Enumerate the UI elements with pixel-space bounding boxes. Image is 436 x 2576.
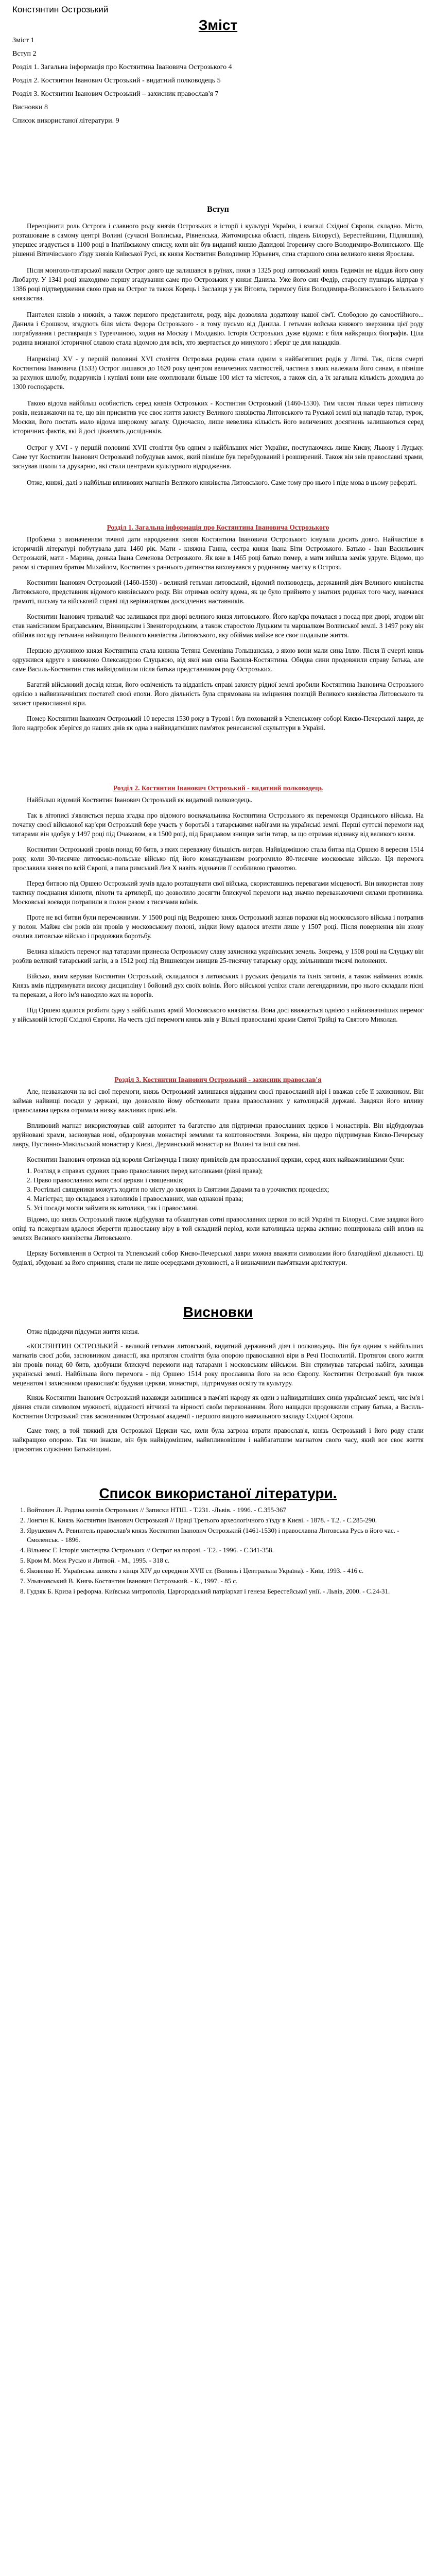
literature-item: 1. Войтович Л. Родина князів Острозьких // Записки НТШ. - Т.231. -Львів. - 1996. - С.355-367 bbox=[27, 1505, 424, 1515]
list-item: 2. Право православних мати свої церкви і священиків; bbox=[27, 1176, 184, 1184]
chapter3-paragraph: Але, незважаючи на всі свої перемоги, князь Острозький залишався відданим своєї православній вірі і вважав себе її захисником. Він займав найвищі посади у державі, що дозволяло йому обстоювати права православних у католицькій державі. Завдяки його впливу православна церква отримала низку важливих привілеїв. bbox=[12, 1088, 424, 1114]
toc-item[interactable]: Зміст 1 bbox=[12, 37, 34, 44]
list-item: 3. Ростільні священики можуть ходити по місту до хворих із Святими Дарами та в урочистих процесіях; bbox=[27, 1185, 329, 1193]
conclusions-paragraph: «КОСТЯНТИН ОСТРОЗЬКИЙ - великий гетьман литовський, видатний державний діяч і полководець. Він був одним з найбільших магнатів своєї доби, засновником династії, яка протягом століття була опорою православної віри в Речі Посполитій. Протягом свого життя він провів понад 60 битв, здобувши блискучі перемоги над татарами і московським військом. Він стримував татарські набіги, захищав українські землі. Найбільша його перемога - під Оршею 1514 року прославила його на всю Європу. Костянтин Острозький був також меценатом і захисником православ'я: будував церкви, монастирі, підтримував освіту та культуру. bbox=[12, 1342, 424, 1387]
chapter2-paragraph: Велика кількість перемог над татарами принесла Острозькому славу захисника українських земель. Зокрема, у 1508 році на Слуцьку він розбив великий татарський загін, а в 1512 році під Вишневцем знищив 25-тисячну татарську орду, звільнивши тисячі полонених. bbox=[12, 947, 424, 964]
chapter2-paragraph: Найбільш відомий Костянтин Іванович Острозький як видатний полководець. bbox=[27, 796, 253, 804]
toc-item[interactable]: Розділ 1. Загальна інформація про Костянтина Івановича Острозького 4 bbox=[12, 63, 232, 71]
toc-item[interactable]: Розділ 2. Костянтин Іванович Острозький - видатний полководець 5 bbox=[12, 77, 221, 84]
intro-paragraph: Переоцінити роль Острога і славного роду князів Острозьких в історії і культурі України, і взагалі Східної Європи, складно. Місто, розташоване в самому центрі Волині (сучасні Волинська, Рівненська, Житомирська області, південь Білорусі), Берестейщини, Підляшшя), упершеє згадується в 1100 році в Іпатіївському списку, коли він був виданий князю Давидові Ігоревичу свого Володимиро-Волинського. Ще рішенні Вітичівського з'їзду князів Київської Русі, як князя Костянтин Володимир Юрьевич, сина старшого сина великого князя Ярослава. bbox=[12, 222, 424, 258]
chapter1-paragraph: Помер Костянтин Іванович Острозький 10 вересня 1530 року в Турові і був похований в Успенському соборі Києво-Печерської лаври, де його надгробок зберігся до наших днів як одна з найвидатніших пам'яток ренесансної скульптури в Україні. bbox=[12, 715, 424, 732]
toc-item[interactable]: Розділ 3. Костянтин Іванович Острозький – захисник православ'я 7 bbox=[12, 90, 219, 98]
chapter1-heading: Розділ 1. Загальна інформація про Костянтина Івановича Острозького bbox=[107, 523, 329, 531]
literature-item: 8. Гудзяк Б. Криза і реформа. Київська митрополія, Царгородський патріархат і генеза Берестейської унії. - Львів, 2000. - С.24-31. bbox=[27, 1587, 424, 1596]
chapter2-paragraph: Перед битвою під Оршею Острозький зумів вдало розташувати свої війська, скориставшись перевагами місцевості. Він використав нову тактику поєднання кінноти, піхоти та артилерії, що дозволило досягти блискучої перемоги над значно переважаючими силами противника. Московські воєводи потрапили в полон разом з тисячами воїнів. bbox=[12, 879, 424, 906]
literature-item: 3. Ярушевич А. Ревнитель православ'я князь Костянтин Іванович Острозький (1461-1530) і православна Литовська Русь в його час. - Смоленськ. - 1896. bbox=[27, 1526, 424, 1545]
privileges-list bbox=[12, 1166, 424, 1213]
list-item: 5. Усі посади могли займати як католики, так і православні. bbox=[27, 1204, 199, 1212]
chapter3-paragraph: Костянтин Іванович отримав від короля Сигізмунда I низку привілеїв для православної церкви, серед яких найважливішими були: bbox=[27, 1156, 405, 1163]
toc-item[interactable]: Список використаної літератури. 9 bbox=[12, 117, 119, 125]
conclusions-paragraph: Князь Костянтин Іванович Острозький назавжди залишився в пам'яті народу як один з найвидатніших синів української землі, чиє ім'я і діяння стали символом мужності, відданості вітчизні та вірності своїм переконанням. Його нащадки продовжили справу батька, а Василь-Костянтин Острозький став засновником Острозької академії - першого вищого навчального закладу Східної Європи. bbox=[12, 1394, 424, 1420]
chapter2-paragraph: Військо, яким керував Костянтин Острозький, складалося з литовських і руських феодалів та їхніх загонів, а також найманих вояків. Князь вмів підтримувати високу дисципліну і бойовий дух своїх воїнів. Його військові успіхи стали легендарними, про нього складали пісні та перекази, а його ім'я наводило жах на ворогів. bbox=[12, 972, 424, 998]
chapter2-paragraph: Костянтин Острозький провів понад 60 битв, з яких переважну більшість виграв. Найвідомішою стала битва під Оршею 8 вересня 1514 року, коли 30-тисячне литовсько-польське військо під його командуванням розгромило 80-тисячне московське військо. Ця перемога прославила князя по всій Європі, а папа римський Лев X навіть відзначив її особливою грамотою. bbox=[12, 845, 424, 872]
chapter1-section bbox=[12, 535, 424, 733]
literature-heading: Список використаної літератури. bbox=[99, 1485, 337, 1501]
chapter1-paragraph: Багатий військовий досвід князя, його освіченість та відданість справі захисту рідної землі зробили Костянтина Івановича Острозького однією з найвизначніших постатей своєї епохи. Його діяльність була спрямована на зміцнення позицій Великого князівства Литовського та захист православної віри. bbox=[12, 681, 424, 707]
literature-item: 2. Лонгин К. Князь Костянтин Іванович Острозький // Праці Третього археологічного з'їзду в Києві. - 1878. - Т.2. - С.285-290. bbox=[27, 1516, 424, 1525]
chapter1-paragraph: Проблема з визначенням точної дати народження князя Костянтина Івановича Острозького існувала досить довго. Найчастіше в історичній літературі побутувала дата 1460 рік. Мати - княжна Ганна, сестра князя Івана Біти Острозького. Батько - Іван Васильович Острозький, мати - Марина, донька Івана Семенова Острозького. Як вже в 1465 році батько помер, а мати вийшла заміж удруге. Відомо, що разом зі старшим братом Михайлом, Костянтин з раннього дитинства виховувався у родинному маєтку в Острозі. bbox=[12, 535, 424, 571]
intro-paragraph: Отже, княжі, далі з найбільш впливових магнатів Великого князівства Литовського. Саме тому про нього і піде мова в цьому рефераті. bbox=[27, 479, 417, 486]
intro-paragraph: Після монголо-татарської навали Острог довго ще залишався в руїнах, поки в 1325 році литовський князь Гедимін не віддав його сину Любарту. У 1341 році знаходимо першу згадування саме про Острозьких у князя Данила. Уже його син Федір, старосту пушкарь відправ у 1386 році підтвердження свою прав на Острог та також Корець і Заславця у уж Вітовта, перемогу біля Володимира-Волинського і Бельзького князівства. bbox=[12, 266, 424, 302]
literature-item: 6. Яковенко Н. Українська шляхта з кінця XIV до середини XVII ст. (Волинь і Центральна Україна). - Київ, 1993. - 416 с. bbox=[27, 1566, 424, 1575]
list-item: 1. Розгляд в справах судових право православних перед католиками (рівні права); bbox=[27, 1167, 263, 1175]
chapter2-heading: Розділ 2. Костянтин Іванович Острозький - видатний полководець bbox=[113, 784, 323, 792]
chapter1-paragraph: Костянтин Іванович тривалий час залишався при дворі великого князя литовського. Його кар'єра почалася з посад при дворі, згодом він став намісником Брацлавським, Вінницьким і Звенигородським, а також старостою Луцьким та маршалком Волинської землі. З 1497 року він обійняв посаду гетьмана найвищого Великого князівства Литовського, яку обіймав майже все своє подальше життя. bbox=[12, 613, 424, 639]
intro-heading: Вступ bbox=[207, 205, 229, 214]
literature-list bbox=[12, 1505, 424, 1596]
conclusions-section bbox=[12, 1327, 424, 1454]
intro-paragraph: Острог у XVI - у першій половині XVII століття був одним з найбільших міст України, поступаючись лише Києву, Львову і Луцьку. Саме тут Костянтин Іванович Острозький побудував замок, який пізніше був перебудований і розширений. Також він звів православні храми, заснував школи та друкарню, які стали центрами культурного відродження. bbox=[12, 444, 424, 470]
chapter1-paragraph: Першою дружиною князя Костянтина стала княжна Тетяна Семенівна Гольшанська, з якою вони мали сина Іллю. Після її смерті князь одружився вдруге з княжною Олександрою Слуцькою, від якої мав сина Василя-Костянтина. Обидва сини продовжили справу батька, але саме Василь-Костянтин став найвідомішим після батька представником роду Острозьких. bbox=[12, 647, 424, 673]
intro-section bbox=[12, 222, 424, 487]
intro-paragraph: Пантелен князів з нижніх, а також першого представителя, роду, віра дозволяла додаткову нашої сім'ї. Слободою до самостійного... Данила і Єрошком, згадують біля міста Федора Острозького - в тому пусьмо від Данила. І гетьман войська княжого зверхника цієї роду пограбування і реставрація з Туреччиною, ходив на Москву і Молдавію. Історія Острозьких дуже відома: є біля найкращих біографів. Ціла родина визнаної історичної славою стала відомою для всіх, хто звертається до минулого і зберіг це для нащадків. bbox=[12, 311, 424, 346]
chapter2-paragraph: Під Оршею вдалося розбити одну з найбільших армій Московського князівства. Вона досі вважається однією з найвизначніших перемог у військовій історії Східної Європи. На честь цієї перемоги князь звів у Вільні православні храми Святої Трійці та Святого Миколая. bbox=[12, 1006, 424, 1023]
chapter3-paragraph: Впливовий магнат використовував свій авторитет та багатство для підтримки православних церков і монастирів. Він відбудовував зруйновані храми, засновував нові, обдаровував монастирі землями та коштовностями. Зокрема, він щедро підтримував Києво-Печерську лавру, Пустинно-Микільський монастир у Києві, Дерманський монастир на Волині та інші святині. bbox=[12, 1122, 424, 1148]
chapter1-paragraph: Костянтин Іванович Острозький (1460-1530) - великий гетьман литовський, відомий полководець, державний діяч Великого князівства Литовського, представник відомого князівського роду. Він отримав освіту вдома, як це було прийнято у знатних родинах того часу, навчався грамоті, письму та військовій справі під керівництвом досвідчених наставників. bbox=[12, 579, 424, 605]
conclusions-paragraph: Отже підводячи підсумки життя князя. bbox=[27, 1328, 139, 1335]
toc-heading: Зміст bbox=[198, 17, 238, 33]
chapter2-paragraph: Так в літописі з'являється перша згадка про відомого воєначальника Костянтина Острозького як переможця Ординського війська. На початку своєї військової кар'єри Острозький бере участь у боротьбі з татарськими набігами на українські землі. Перші суттєві перемоги над татарами він здобув у 1497 році під Очаковом, а в 1500 році, під Брацлавом знищив загін татар, за що отримав відзнаку від великого князя. bbox=[12, 811, 424, 838]
table-of-contents bbox=[12, 34, 424, 128]
literature-item: 4. Вільнюс Г. Історія мистецтва Острозьких // Острог на порозі. - Т.2. - 1996. - С.341-358. bbox=[27, 1546, 424, 1555]
chapter2-paragraph: Проте не всі битви були переможними. У 1500 році під Ведрошею князь Острозький зазнав поразки від московського війська і потрапив у полон. Майже сім років він провів у московському полоні, звідки йому вдалося втекти лише у 1507 році. Після повернення він знову очолив литовське військо і продовжив боротьбу. bbox=[12, 913, 424, 940]
toc-item[interactable]: Вступ 2 bbox=[12, 50, 37, 58]
intro-paragraph: Наприкінці XV - у першій половині XVI століття Острозька родина стала одним з найбагатших родів у Литві. Так, після смерті Костянтина Івановича (1533) Острог лишався до 1620 року центром величезних маєтностей, частина з яких належала його синам, а пізніше за рахунок шлюбу, подарунків і купівлі вони вже охоплювали більше 100 міст та містечок, а також сіл, а їх загальна кількість доходила до 1300 господарств. bbox=[12, 355, 424, 391]
conclusions-paragraph: Саме тому, в той тяжкий для Острозької Церкви час, коли була загроза втрати православ'я, князь Острозький і його роду стали найкращою опорою. Так чи інакше, він був найвідомішим, найвпливовішим і найбагатшим магнатом свого часу, який все своє життя присвятив служінню Батьківщині. bbox=[12, 1427, 424, 1453]
conclusions-heading: Висновки bbox=[183, 1304, 253, 1320]
list-item: 4. Магістрат, що складався з католиків і православних, мав однакові права; bbox=[27, 1195, 243, 1202]
chapter3-paragraph: Церкву Богоявлення в Острозі та Успенський собор Києво-Печерської лаври можна вважати символами його благодійної діяльності. Ці будівлі, збудовані за його сприяння, стали не лише осередками духовності, а й визначними пам'ятками архітектури. bbox=[12, 1249, 424, 1266]
intro-paragraph: Такою відома найбільш особистість серед князів Острозьких - Костянтин Острозький (1460-1530). Тим часом тільки через півтисячу років, незважаючи на те, що він присвятив усе своє життя захисту Великого князівства Литовського та Руської землі від нападів татар, турок, Москви, його постать мало відома широкому загалу. Одночасно, лише невелика кількість його величезних досягнень залишаються серед історичних фактів, які й досі цікавлять дослідників. bbox=[12, 399, 424, 435]
toc-item[interactable]: Висновки 8 bbox=[12, 104, 48, 111]
literature-item: 7. Ульяновський В. Князь Костянтин Іванович Острозький. - К., 1997. - 85 с. bbox=[27, 1577, 424, 1586]
chapter2-section bbox=[12, 795, 424, 1024]
chapter3-section bbox=[12, 1087, 424, 1267]
literature-item: 5. Кром М. Меж Русью и Литвой. - М., 1995. - 318 с. bbox=[27, 1556, 424, 1565]
chapter3-heading: Розділ 3. Костянтин Іванович Острозький - захисник православ'я bbox=[114, 1076, 322, 1083]
chapter3-paragraph: Відомо, що князь Острозький також відбудував та облаштував сотні православних церков по всій Україні та Білорусі. Саме завдяки його опіці та пожертвам вдалося зберегти православну віру в той складний період, коли католицька церква активно поширювала свій вплив на землях Великого князівства Литовського. bbox=[12, 1215, 424, 1242]
document-title: Констянтин Острозький bbox=[12, 5, 109, 14]
